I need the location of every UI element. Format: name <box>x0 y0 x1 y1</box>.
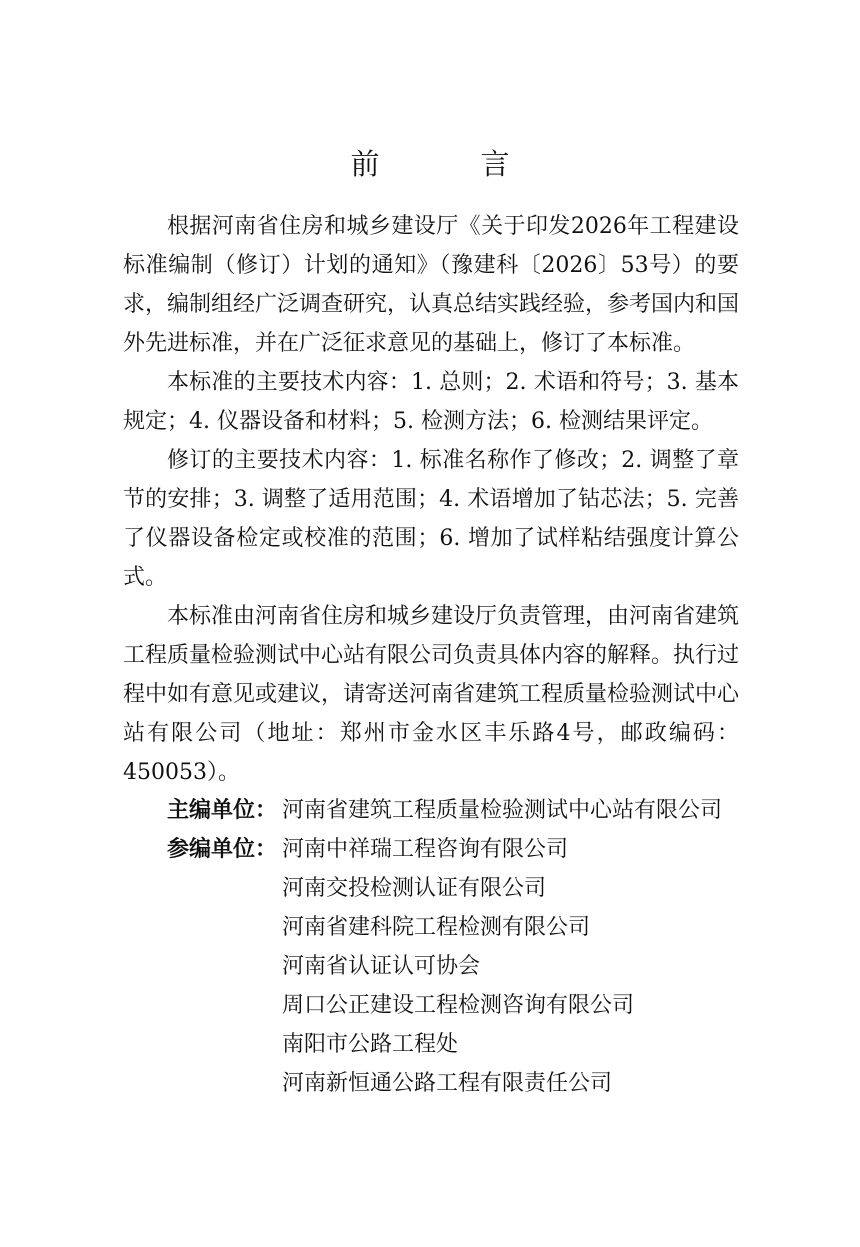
participating-unit-name: 周口公正建设工程检测咨询有限公司 <box>282 993 635 1018</box>
participating-unit-name: 河南交投检测认证有限公司 <box>282 876 547 901</box>
participating-unit-name: 河南省建科院工程检测有限公司 <box>282 915 591 940</box>
participating-unit-row <box>167 869 767 908</box>
participating-unit-row <box>167 1025 767 1064</box>
drafting-units <box>167 791 767 1103</box>
participating-unit-name: 河南新恒通公路工程有限责任公司 <box>282 1071 613 1096</box>
participating-unit-name: 河南中祥瑞工程咨询有限公司 <box>282 837 569 862</box>
participating-unit-row <box>167 947 767 986</box>
participating-unit-row <box>167 830 767 869</box>
participating-unit-name: 河南省认证认可协会 <box>282 954 481 979</box>
participating-unit-row <box>167 1064 767 1103</box>
participating-unit-row <box>167 908 767 947</box>
participating-unit-row <box>167 986 767 1025</box>
chief-unit-label: 主编单位： <box>167 797 278 823</box>
paragraph-revision-contents: 修订的主要技术内容：1. 标准名称作了修改；2. 调整了章节的安排；3. 调整了适用范围；4. 术语增加了钻芯法；5. 完善了仪器设备检定或校准的范围；6. 增加了试样粘结强度计算公式。 <box>123 448 739 590</box>
paragraph-main-contents: 本标准的主要技术内容：1. 总则；2. 术语和符号；3. 基本规定；4. 仪器设备和材料；5. 检测方法；6. 检测结果评定。 <box>123 370 739 434</box>
paragraph-basis: 根据河南省住房和城乡建设厅《关于印发2026年工程建设标准编制（修订）计划的通知》（豫建科〔2026〕53号）的要求，编制组经广泛调查研究，认真总结实践经验，参考国内和国外先进标准，并在广泛征求意见的基础上，修订了本标准。 <box>123 214 740 356</box>
chief-unit-row <box>167 791 767 830</box>
chief-unit-name: 河南省建筑工程质量检验测试中心站有限公司 <box>282 798 723 823</box>
participating-unit-label: 参编单位： <box>167 836 278 862</box>
paragraph-management: 本标准由河南省住房和城乡建设厅负责管理，由河南省建筑工程质量检验测试中心站有限公司负责具体内容的解释。执行过程中如有意见或建议，请寄送河南省建筑工程质量检验测试中心站有限公司（地址：郑州市金水区丰乐路4号，邮政编码：450053）。 <box>123 604 740 785</box>
page-title: 前 言 <box>350 147 546 181</box>
preface-body <box>123 207 739 792</box>
participating-unit-name: 南阳市公路工程处 <box>282 1032 459 1057</box>
